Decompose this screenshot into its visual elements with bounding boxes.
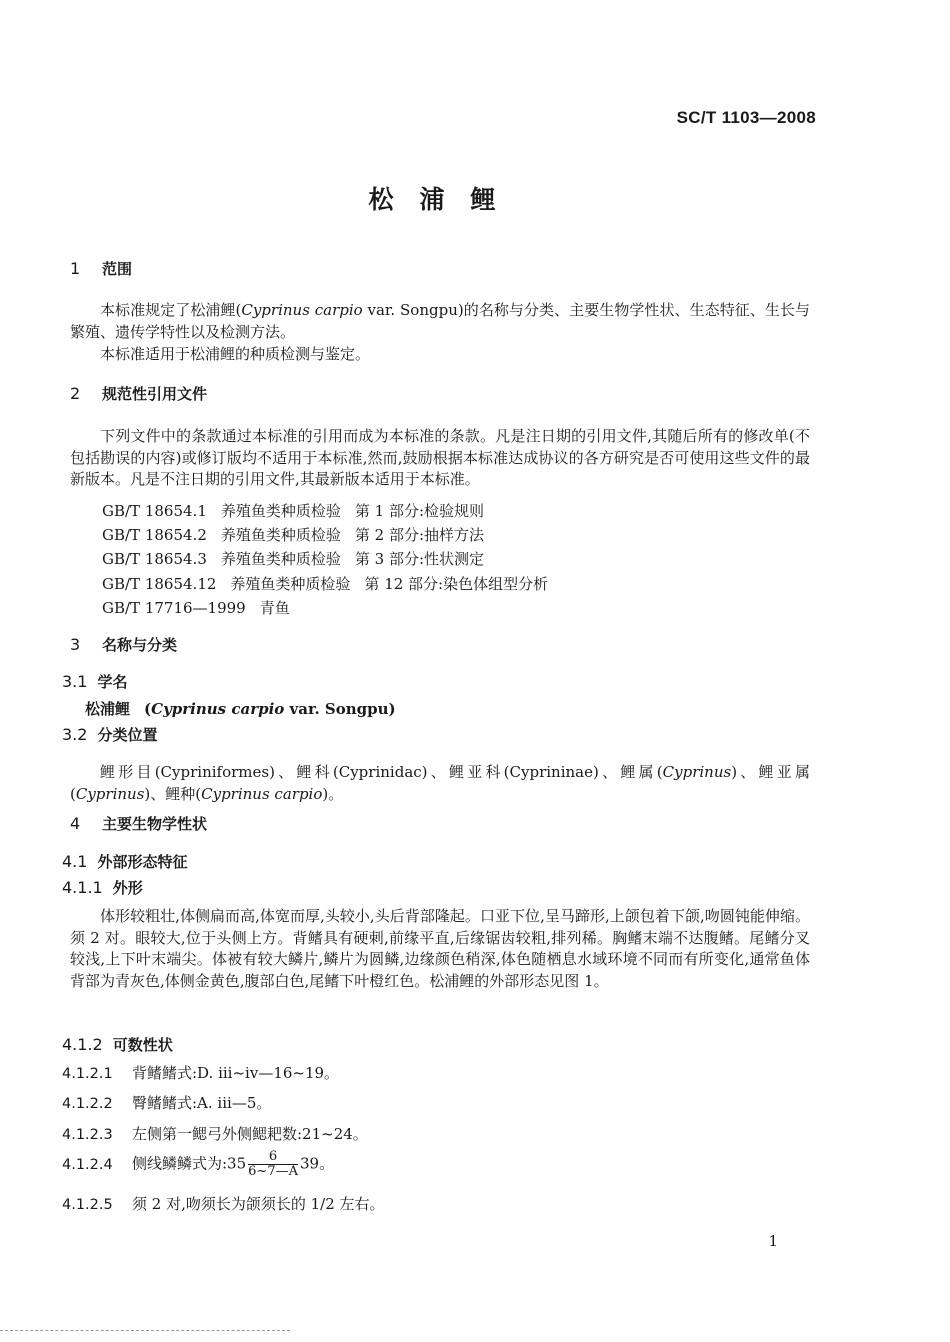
ref-code: GB/T 18654.1: [102, 502, 207, 520]
ref-title: 养殖鱼类种质检验: [220, 502, 341, 520]
text-run: )、鲤亚属(: [70, 763, 810, 803]
ref-code: GB/T 18654.2: [102, 526, 207, 544]
section-title: 外形: [112, 879, 143, 897]
ref-title: 养殖鱼类种质检验: [230, 575, 351, 593]
item-text: 左侧第一鳃弓外侧鳃耙数:21~24。: [132, 1125, 368, 1143]
lateral-line-formula-item: [62, 1150, 334, 1179]
countable-trait-item: [62, 1193, 385, 1214]
ref-code: GB/T 18654.3: [102, 550, 207, 568]
ref-title: 青鱼: [259, 599, 290, 617]
scan-edge-line: [0, 1330, 290, 1331]
countable-trait-item: [62, 1123, 368, 1144]
chinese-name: 松浦鲤: [85, 700, 131, 718]
item-text: 臀鳍鳍式:A. iii—5。: [132, 1094, 272, 1112]
fraction-numerator: 6: [248, 1150, 298, 1165]
section-title: 学名: [97, 673, 128, 691]
reference-item: [102, 524, 484, 545]
item-number: 4.1.2.2: [62, 1096, 113, 1112]
item-text: 侧线鳞鳞式为:35: [132, 1154, 247, 1173]
reference-item: [102, 500, 484, 521]
section-4-heading: [70, 813, 207, 834]
latin-name: Cyprinus carpio: [241, 301, 363, 319]
scope-paragraph-1: [70, 300, 810, 343]
section-number: 2: [70, 384, 81, 403]
section-number: 4.1: [62, 852, 88, 871]
reference-item: [102, 573, 548, 594]
item-text: 须 2 对,吻须长为颌须长的 1/2 左右。: [132, 1195, 385, 1213]
subsection-4-1-1-heading: [62, 877, 143, 898]
section-number: 4.1.1: [62, 878, 103, 897]
subsection-3-1-heading: [62, 671, 127, 692]
item-number: 4.1.2.3: [62, 1127, 113, 1143]
section-number: 3.2: [62, 725, 88, 744]
section-title: 名称与分类: [102, 636, 178, 654]
subsection-4-1-2-heading: [62, 1034, 173, 1055]
text-run: 本标准规定了松浦鲤(: [100, 301, 242, 319]
item-number: 4.1.2.4: [62, 1156, 113, 1173]
countable-trait-item: [62, 1092, 271, 1113]
section-number: 3.1: [62, 672, 88, 691]
item-number: 4.1.2.1: [62, 1066, 113, 1082]
subsection-3-2-heading: [62, 724, 157, 745]
ref-code: GB/T 17716—1999: [102, 599, 246, 617]
text-run: 鲤形目(Cypriniformes)、鲤科(Cyprinidac)、鲤亚科(Cyprininae)、鲤属(: [100, 763, 663, 781]
scientific-name: [85, 698, 396, 719]
section-number: 1: [70, 259, 81, 278]
scale-fraction: [248, 1150, 298, 1179]
section-number: 4.1.2: [62, 1035, 103, 1054]
classification-paragraph: [70, 762, 810, 805]
ref-part: 第 12 部分:染色体组型分析: [364, 575, 549, 593]
ref-title: 养殖鱼类种质检验: [220, 526, 341, 544]
section-title: 范围: [102, 260, 133, 278]
text-run: )。: [322, 784, 344, 803]
latin-name: Cyprinus carpio: [151, 700, 285, 718]
item-text: 39。: [299, 1154, 335, 1173]
references-paragraph: 下列文件中的条款通过本标准的引用而成为本标准的条款。凡是注日期的引用文件,其随后所有的修改单(不包括勘误的内容)或修订版均不适用于本标准,然而,鼓励根据本标准达成协议的各方研究是否可使用这些文件的最新版本。凡是不注日期的引用文件,其最新版本适用于本标准。: [70, 427, 810, 488]
latin-name: Cyprinus: [75, 784, 145, 803]
text-run: )、鲤种(: [144, 784, 202, 803]
shape-paragraph: 体形较粗壮,体侧扁而高,体宽而厚,头较小,头后背部隆起。口亚下位,呈马蹄形,上颌包着下颌,吻圆钝能伸缩。须 2 对。眼较大,位于头侧上方。背鳍具有硬刺,前缘平直,后缘锯齿较粗,排列稀。胸鳍末端不达腹鳍。尾鳍分叉较浅,上下叶末端尖。体被有较大鳞片,鳞片为圆鳞,边缘颜色稍深,体色随栖息水域环境不同而有所变化,通常鱼体背部为青灰色,体侧金黄色,腹部白色,尾鳍下叶橙红色。松浦鲤的外部形态见图 1。: [70, 907, 810, 990]
latin-name: Cyprinus carpio: [201, 784, 323, 803]
text-run: var. Songpu): [284, 700, 396, 718]
countable-trait-item: [62, 1062, 339, 1083]
reference-item: [102, 597, 290, 618]
text-run: var. Songpu)的名称与分类、主要生物学性状、生态特征、生长与繁殖、遗传学特性以及检测方法。: [70, 301, 810, 341]
latin-name: Cyprinus: [662, 763, 732, 781]
scope-paragraph-2: 本标准适用于松浦鲤的种质检测与鉴定。: [100, 345, 371, 363]
page-number: 1: [768, 1232, 778, 1250]
ref-part: 第 3 部分:性状测定: [354, 550, 485, 568]
section-2-heading: [70, 383, 207, 404]
section-number: 4: [70, 814, 81, 833]
reference-item: [102, 548, 484, 569]
ref-code: GB/T 18654.12: [102, 575, 217, 593]
text-run: (: [144, 700, 152, 718]
section-3-heading: [70, 634, 177, 655]
document-title: 松浦鲤: [368, 185, 522, 214]
section-1-heading: [70, 258, 132, 279]
section-title: 外部形态特征: [97, 853, 188, 871]
item-number: 4.1.2.5: [62, 1197, 113, 1213]
section-title: 分类位置: [97, 726, 158, 744]
section-title: 主要生物学性状: [102, 815, 208, 833]
ref-part: 第 2 部分:抽样方法: [354, 526, 485, 544]
section-title: 可数性状: [112, 1036, 173, 1054]
section-title: 规范性引用文件: [102, 385, 208, 403]
item-text: 背鳍鳍式:D. iii~iv—16~19。: [132, 1064, 340, 1082]
standard-code: SC/T 1103—2008: [676, 108, 816, 127]
fraction-denominator: 6~7—A: [248, 1164, 298, 1179]
subsection-4-1-heading: [62, 851, 187, 872]
ref-part: 第 1 部分:检验规则: [354, 502, 485, 520]
ref-title: 养殖鱼类种质检验: [220, 550, 341, 568]
section-number: 3: [70, 635, 81, 654]
